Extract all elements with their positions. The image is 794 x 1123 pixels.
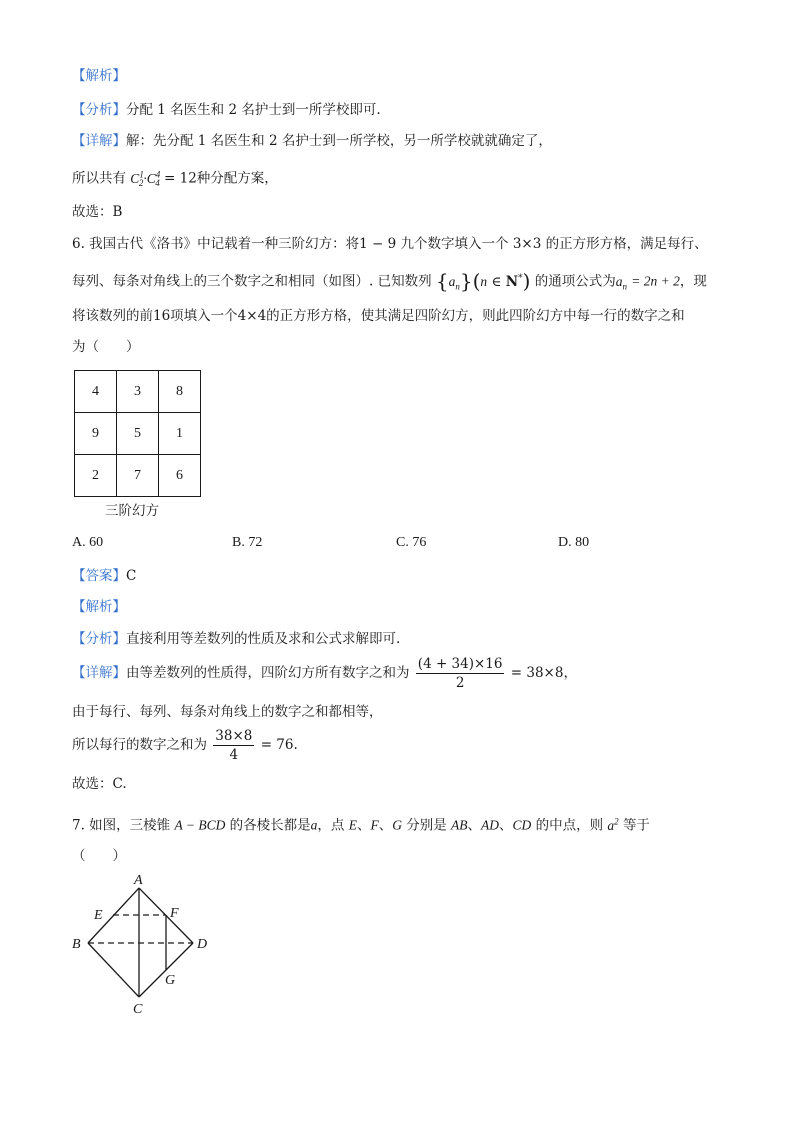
q6-stem-line1: 6. 我国古代《洛书》中记载着一种三阶幻方：将1 − 9 九个数字填入一个 3×3 的正方形方格，满足每行、 [72, 236, 708, 252]
grid-row [75, 455, 201, 497]
label-f: F [170, 906, 179, 921]
grid-cell: 1 [159, 413, 201, 455]
count-suffix: 种分配方案， [196, 170, 278, 187]
sum-fraction-result: = 38×8， [510, 665, 577, 681]
q6-stem-line2 [72, 268, 707, 296]
xiangjie-tag-q5: 【详解】 [72, 133, 126, 149]
grid-cell: 3 [117, 371, 159, 413]
row-fraction-result: = 76. [260, 737, 298, 753]
analysis-tag-q5: 【解析】 [72, 68, 126, 84]
q7-line1-e: 的中点，则 [535, 817, 604, 834]
fenxi-text-q5: 分配 1 名医生和 2 名护士到一所学校即可. [126, 102, 381, 118]
fenxi-tag-q6: 【分析】 [72, 631, 126, 647]
grid-cell: 7 [117, 455, 159, 497]
a-squared: $a^2$ [607, 816, 619, 833]
final-answer-q5: 故选：B [72, 204, 123, 220]
q7-line1-d: 分别是 [406, 817, 447, 834]
option-b: B. 72 [232, 535, 263, 550]
label-d: D [197, 937, 208, 952]
sequence-notation: $\{a_n\}(n$ ∈ N*) [435, 268, 531, 293]
count-value: = 12 [164, 170, 197, 187]
equal-sum-line: 由于每行、每列、每条对角线上的数字之和都相等， [72, 704, 383, 720]
sum-fraction-denominator: 2 [455, 675, 465, 691]
q6-stem-line3: 将该数列的前16项填入一个4×4的正方形方格，使其满足四阶幻方，则此四阶幻方中每一行的数字之和 [72, 308, 685, 324]
sum-fraction [416, 655, 505, 692]
general-term-symbol: $a_n$ [615, 273, 627, 292]
label-e: E [94, 908, 103, 923]
grid-cell: 2 [75, 455, 117, 497]
q6-line2-a: 每列、每条对角线上的三个数字之和相同（如图）. 已知数列 [72, 273, 432, 290]
q7-line1-b: 的各棱长都是 [229, 817, 311, 834]
option-a: A. 60 [72, 535, 104, 550]
row-fraction [213, 727, 254, 764]
answer-line-q6 [72, 566, 136, 586]
general-term-formula: = 2n + 2 [631, 273, 680, 289]
row-fraction-denominator: 4 [229, 747, 239, 763]
grid-cell: 4 [75, 371, 117, 413]
label-b: B [72, 937, 81, 952]
fenxi-tag-q5: 【分析】 [72, 102, 126, 118]
label-c: C [133, 1002, 143, 1017]
fenxi-text-q6: 直接利用等差数列的性质及求和公式求解即可. [126, 631, 401, 647]
points-efg: E [348, 817, 357, 833]
xiangjie-tag-q6: 【详解】 [72, 665, 126, 681]
edge-length-symbol: a [310, 817, 318, 833]
q7-line1-a: 7. 如图，三棱锥 [72, 817, 171, 834]
xiangjie-line-q6 [72, 655, 577, 692]
fenxi-line-q5 [72, 100, 381, 120]
tetrahedron-figure [60, 868, 230, 1018]
answer-value-q6: C [126, 568, 137, 584]
q7-line1-f: 等于 [622, 817, 650, 834]
row-sum-line [72, 727, 298, 764]
q6-line2-b: 的通项公式为 [534, 273, 616, 290]
xiangjie-text-q6: 由等差数列的性质得，四阶幻方所有数字之和为 [126, 665, 410, 681]
sum-fraction-numerator: (4 + 34)×16 [417, 656, 503, 672]
q7-line1-c: ，点 [317, 817, 345, 834]
xiangjie-text-q5: 解：先分配 1 名医生和 2 名护士到一所学校，另一所学校就就确定了， [126, 133, 552, 149]
grid-row [75, 413, 201, 455]
q6-stem-line4: 为（ ） [72, 339, 140, 355]
final-answer-q6: 故选：C. [72, 776, 127, 792]
label-a: A [134, 873, 143, 888]
q6-line2-c: ，现 [679, 273, 707, 290]
answer-tag-q6: 【答案】 [72, 568, 126, 584]
row-fraction-numerator: 38×8 [215, 728, 253, 744]
grid-cell: 5 [117, 413, 159, 455]
option-d: D. 80 [558, 535, 590, 550]
grid-cell: 8 [159, 371, 201, 413]
q7-stem-line1: 7. 如图，三棱锥 A − BCD 的各棱长都是a，点 E、F、G 分别是 AB、AD、CD 的中点，则 $a^2$ 等于 [72, 816, 650, 834]
grid-cell: 6 [159, 455, 201, 497]
count-prefix: 所以共有 [72, 170, 126, 187]
combination-formula: $C^1_2\cdot C^4_4$ [130, 169, 161, 189]
analysis-tag-q6: 【解析】 [72, 599, 126, 615]
edge-bc [88, 943, 139, 997]
q7-stem-line2: （ ） [72, 848, 126, 864]
grid-cell: 9 [75, 413, 117, 455]
fenxi-line-q6 [72, 629, 400, 649]
xiangjie-line-q5 [72, 131, 552, 151]
tetrahedron-name: A − BCD [174, 817, 226, 833]
row-sum-prefix: 所以每行的数字之和为 [72, 737, 207, 753]
grid-caption: 三阶幻方 [105, 503, 159, 519]
edges-list: AB [451, 817, 468, 833]
grid-row [75, 371, 201, 413]
magic-square-grid [74, 370, 201, 497]
count-line-q5 [72, 164, 278, 193]
option-c: C. 76 [396, 535, 427, 550]
label-g: G [165, 973, 176, 988]
